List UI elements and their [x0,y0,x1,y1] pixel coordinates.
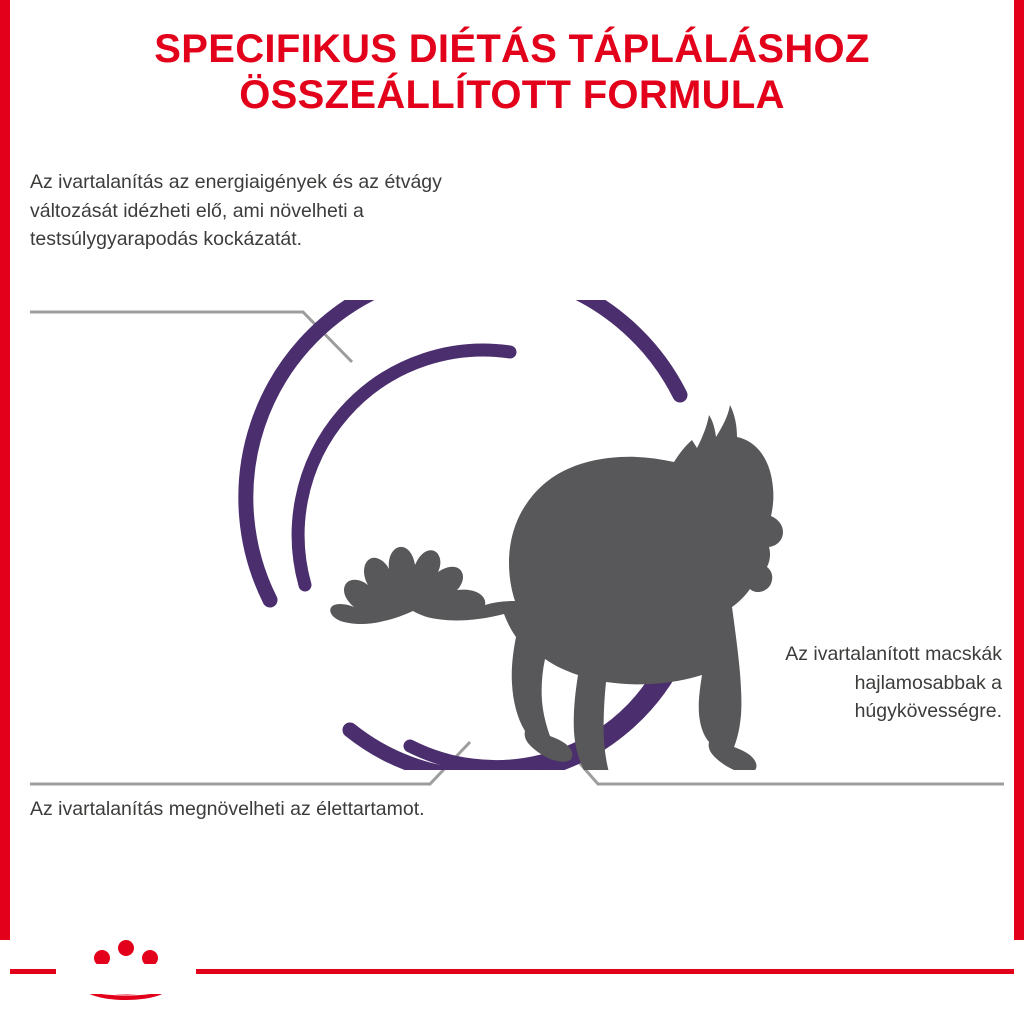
cat-silhouette [330,405,783,770]
callout-lifespan: Az ivartalanítás megnövelheti az élettartamot. [30,798,425,820]
left-red-rail [0,0,10,1024]
right-red-rail [1014,0,1024,1024]
callout-urinary: Az ivartalanított macskák hajlamosabbak a húgykövességre. [785,643,1002,723]
footer [0,940,1024,1024]
page-title-line-2: ÖSSZEÁLLÍTOTT FORMULA [239,73,785,118]
callout-weight-gain: Az ivartalanítás az energiaigények és az étvágy változását idézheti elő, ami növelheti a testsúlygyarapodás kockázatát. [30,171,442,251]
page-title-line-1: SPECIFIKUS DIÉTÁS TÁPLÁLÁSHOZ [154,27,870,71]
footer-logo-spacer [56,964,196,994]
page-title [30,26,994,119]
cat-graphic [210,300,820,770]
